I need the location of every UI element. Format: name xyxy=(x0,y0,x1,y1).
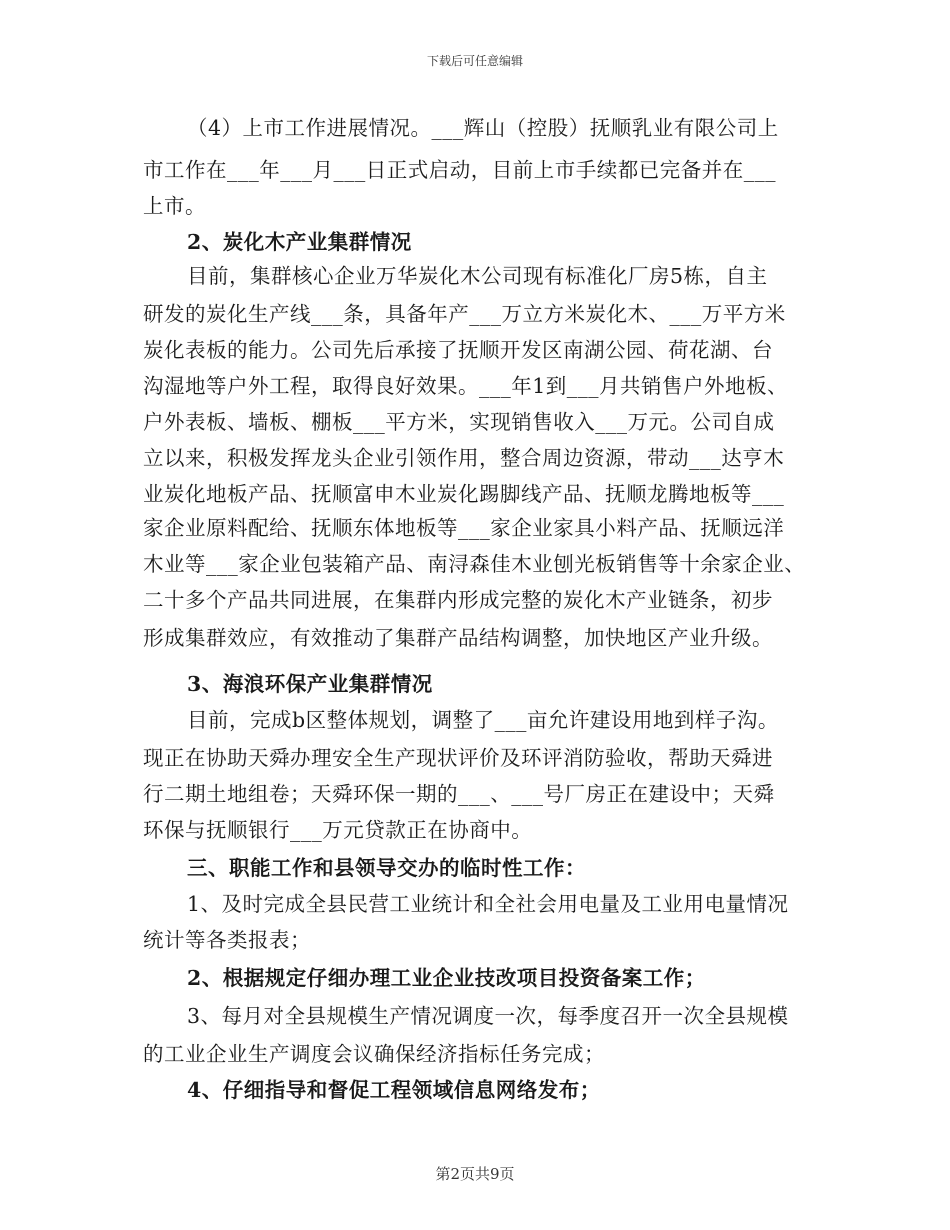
paragraph-line: 行二期土地组卷；天舜环保一期的___、___号厂房正在建设中；天舜 xyxy=(143,782,775,806)
paragraph-line: 形成集群效应，有效推动了集群产品结构调整，加快地区产业升级。 xyxy=(143,626,773,650)
paragraph-line: 木业等___家企业包装箱产品、南浔森佳木业刨光板销售等十余家企业、 xyxy=(143,552,806,576)
paragraph-line: 立以来，积极发挥龙头企业引领作用，整合周边资源，带动___达亨木 xyxy=(143,446,785,470)
page-header: 下载后可任意编辑 xyxy=(426,54,523,68)
paragraph-line: 目前，集群核心企业万华炭化木公司现有标准化厂房5栋，自主 xyxy=(187,264,768,288)
section-heading: 2、炭化木产业集群情况 xyxy=(187,230,412,254)
paragraph-line: 沟湿地等户外工程，取得良好效果。___年1到___月共销售户外地板、 xyxy=(143,374,789,398)
paragraph-line: 1、及时完成全县民营工业统计和全社会用电量及工业用电量情况 xyxy=(187,892,789,916)
paragraph-line: 的工业企业生产调度会议确保经济指标任务完成； xyxy=(143,1042,605,1066)
paragraph-line: 研发的炭化生产线___条，具备年产___万立方米炭化木、___万平方米 xyxy=(143,302,786,326)
page-footer: 第2页共9页 xyxy=(435,1165,515,1183)
paragraph-line: （4）上市工作进展情况。___辉山（控股）抚顺乳业有限公司上 xyxy=(187,116,779,140)
paragraph-line: 家企业原料配给、抚顺东体地板等___家企业家具小料产品、抚顺远洋 xyxy=(143,516,785,540)
paragraph-line: 目前，完成b区整体规划，调整了___亩允许建设用地到样子沟。 xyxy=(187,708,779,732)
paragraph-line: 市工作在___年___月___日正式启动，目前上市手续都已完备并在___ xyxy=(143,158,776,182)
paragraph-line: 上市。 xyxy=(143,194,206,218)
section-heading: 2、根据规定仔细办理工业企业技改项目投资备案工作； xyxy=(187,966,706,990)
paragraph-line: 户外表板、墙板、棚板___平方米，实现销售收入___万元。公司自成 xyxy=(143,410,775,434)
paragraph-line: 3、每月对全县规模生产情况调度一次，每季度召开一次全县规模 xyxy=(187,1004,789,1028)
paragraph-line: 二十多个产品共同进展，在集群内形成完整的炭化木产业链条，初步 xyxy=(143,588,773,612)
paragraph-line: 统计等各类报表； xyxy=(143,928,311,952)
section-heading: 3、海浪环保产业集群情况 xyxy=(187,672,433,696)
section-heading: 三、职能工作和县领导交办的临时性工作： xyxy=(187,856,586,880)
paragraph-line: 业炭化地板产品、抚顺富申木业炭化踢脚线产品、抚顺龙腾地板等___ xyxy=(143,482,785,506)
section-heading: 4、仔细指导和督促工程领域信息网络发布； xyxy=(187,1078,601,1102)
paragraph-line: 现正在协助天舜办理安全生产现状评价及环评消防验收，帮助天舜进 xyxy=(143,746,773,770)
paragraph-line: 环保与抚顺银行___万元贷款正在协商中。 xyxy=(143,818,533,842)
paragraph-line: 炭化表板的能力。公司先后承接了抚顺开发区南湖公园、荷花湖、台 xyxy=(143,338,773,362)
